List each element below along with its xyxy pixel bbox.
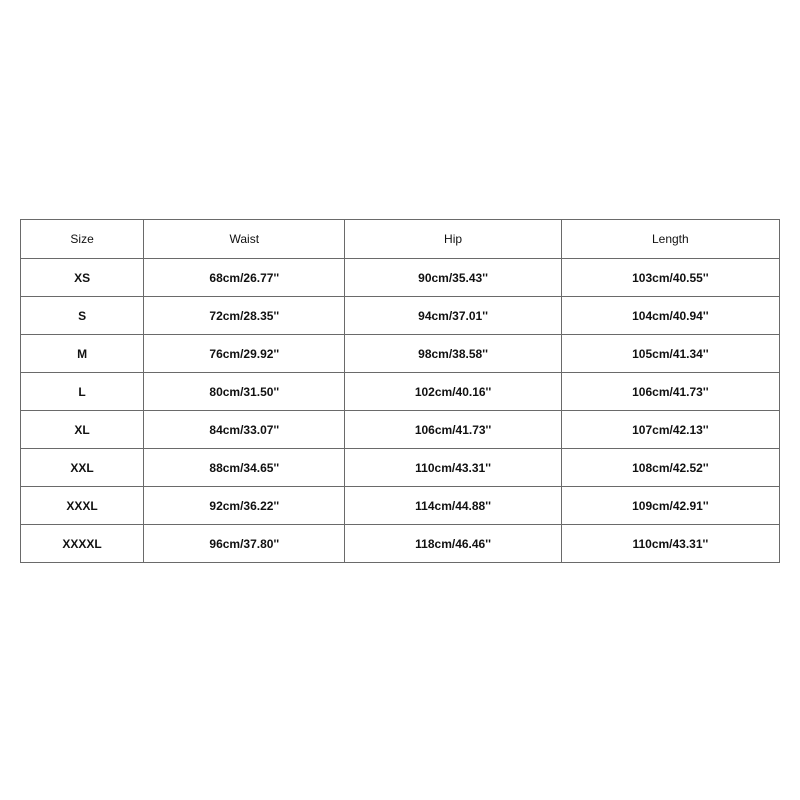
cell-size: S	[21, 297, 144, 335]
cell-length: 110cm/43.31''	[561, 525, 779, 563]
table-header-row	[21, 220, 780, 259]
table-row	[21, 259, 780, 297]
cell-waist: 80cm/31.50''	[144, 373, 345, 411]
cell-length: 108cm/42.52''	[561, 449, 779, 487]
cell-waist: 92cm/36.22''	[144, 487, 345, 525]
header-waist: Waist	[144, 220, 345, 259]
cell-hip: 114cm/44.88''	[345, 487, 561, 525]
cell-hip: 98cm/38.58''	[345, 335, 561, 373]
cell-length: 109cm/42.91''	[561, 487, 779, 525]
header-length: Length	[561, 220, 779, 259]
cell-waist: 72cm/28.35''	[144, 297, 345, 335]
table-row	[21, 449, 780, 487]
cell-length: 106cm/41.73''	[561, 373, 779, 411]
cell-length: 107cm/42.13''	[561, 411, 779, 449]
cell-size: L	[21, 373, 144, 411]
table-row	[21, 411, 780, 449]
table-row	[21, 297, 780, 335]
table-row	[21, 373, 780, 411]
header-size: Size	[21, 220, 144, 259]
size-chart-table	[20, 219, 780, 563]
cell-size: XL	[21, 411, 144, 449]
cell-hip: 90cm/35.43''	[345, 259, 561, 297]
cell-hip: 118cm/46.46''	[345, 525, 561, 563]
table-row	[21, 525, 780, 563]
cell-waist: 76cm/29.92''	[144, 335, 345, 373]
cell-size: XS	[21, 259, 144, 297]
cell-size: XXXL	[21, 487, 144, 525]
cell-size: XXL	[21, 449, 144, 487]
cell-waist: 96cm/37.80''	[144, 525, 345, 563]
header-hip: Hip	[345, 220, 561, 259]
table-row	[21, 487, 780, 525]
cell-waist: 88cm/34.65''	[144, 449, 345, 487]
cell-waist: 68cm/26.77''	[144, 259, 345, 297]
cell-waist: 84cm/33.07''	[144, 411, 345, 449]
cell-size: XXXXL	[21, 525, 144, 563]
cell-length: 103cm/40.55''	[561, 259, 779, 297]
cell-length: 105cm/41.34''	[561, 335, 779, 373]
cell-hip: 110cm/43.31''	[345, 449, 561, 487]
cell-length: 104cm/40.94''	[561, 297, 779, 335]
cell-hip: 106cm/41.73''	[345, 411, 561, 449]
cell-hip: 102cm/40.16''	[345, 373, 561, 411]
cell-size: M	[21, 335, 144, 373]
cell-hip: 94cm/37.01''	[345, 297, 561, 335]
table-row	[21, 335, 780, 373]
